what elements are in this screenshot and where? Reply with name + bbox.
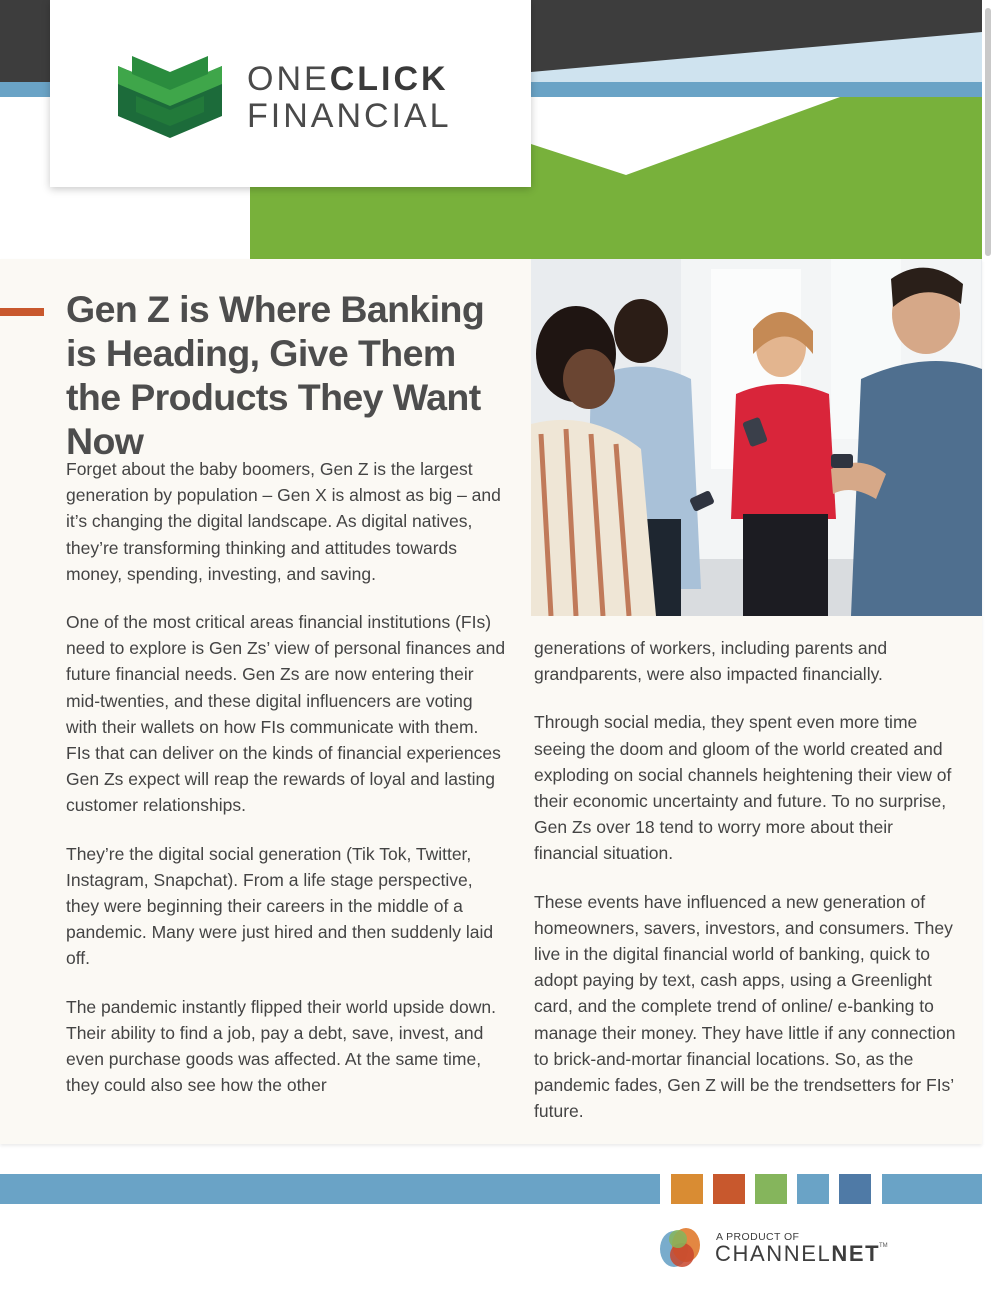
article-right-column (534, 635, 959, 1146)
channelnet-light-text: CHANNEL (715, 1241, 832, 1266)
oneclick-shield-logo-icon (118, 56, 224, 138)
headline-accent-dash (0, 308, 44, 316)
paragraph: Forget about the baby boomers, Gen Z is the largest generation by population – Gen X is almost as big – and it’s changing the digital landscape. As digital natives, they’re transforming thinking and attitudes towards money, spending, investing, and saving. (66, 459, 501, 584)
footer-blue-stripe-end (882, 1174, 982, 1204)
article-headline: Gen Z is Where Banking is Heading, Give Them the Products They Want Now (66, 288, 485, 462)
channelnet-wordmark (715, 1242, 880, 1266)
brand-name-line1 (247, 61, 449, 97)
footer-color-square-light-blue (797, 1174, 829, 1204)
brand-click-text: CLICK (329, 60, 449, 98)
paragraph: They’re the digital social generation (Tik Tok, Twitter, Instagram, Snapchat). From a life stage perspective, they were beginning their careers in the middle of a pandemic. Many were just hired and then suddenly laid off. (66, 843, 494, 969)
trademark-mark: TM (879, 1243, 888, 1249)
footer-color-square-dark-blue (839, 1174, 871, 1204)
footer-color-square-green (755, 1174, 787, 1204)
footer-color-square-rust (713, 1174, 745, 1204)
brand-name-line2: FINANCIAL (247, 97, 452, 135)
channelnet-logo-icon (658, 1225, 704, 1269)
brand-one-text: ONE (247, 60, 330, 98)
brand-logo-card (50, 0, 531, 187)
scrollbar-thumb[interactable] (985, 8, 991, 256)
footer-color-square-orange (671, 1174, 703, 1204)
paragraph: One of the most critical areas financial institutions (FIs) need to explore is Gen Zs’ view of personal finances and future financial needs. Gen Zs are now entering their mid-twenties, and these digital influencers are voting with their wallets on how FIs communicate with them. FIs that can deliver on the kinds of financial experiences Gen Zs expect will reap the rewards of loyal and lasting customer relationships. (66, 612, 506, 816)
paragraph: generations of workers, including parents and grandparents, were also impacted financially. (534, 638, 888, 685)
paragraph: These events have influenced a new generation of homeowners, savers, investors, and consumers. They live in the digital financial world of banking, quick to adopt paying by text, cash apps, using a Greenlight card, and the complete trend of online/ e-banking to manage their money. They have little if any connection to brick-and-mortar financial locations. So, as the pandemic fades, Gen Z will be the trendsetters for FIs’ future. (534, 891, 956, 1122)
group-using-smartphones-photo (531, 259, 982, 616)
paragraph: Through social media, they spent even more time seeing the doom and gloom of the world created and exploding on social channels heightening their view of their economic uncertainty and future. To no surprise, Gen Zs over 18 tend to worry more about their financial situation. (534, 712, 952, 864)
paragraph: The pandemic instantly flipped their world upside down. Their ability to find a job, pay a debt, save, invest, and even purchase goods was affected. At the same time, they could also see how the other (66, 996, 496, 1096)
footer-blue-stripe (0, 1174, 660, 1204)
footer-tagline: A PRODUCT OF (716, 1231, 800, 1243)
article-left-column (66, 456, 506, 1120)
channelnet-bold-text: NET (831, 1241, 881, 1266)
